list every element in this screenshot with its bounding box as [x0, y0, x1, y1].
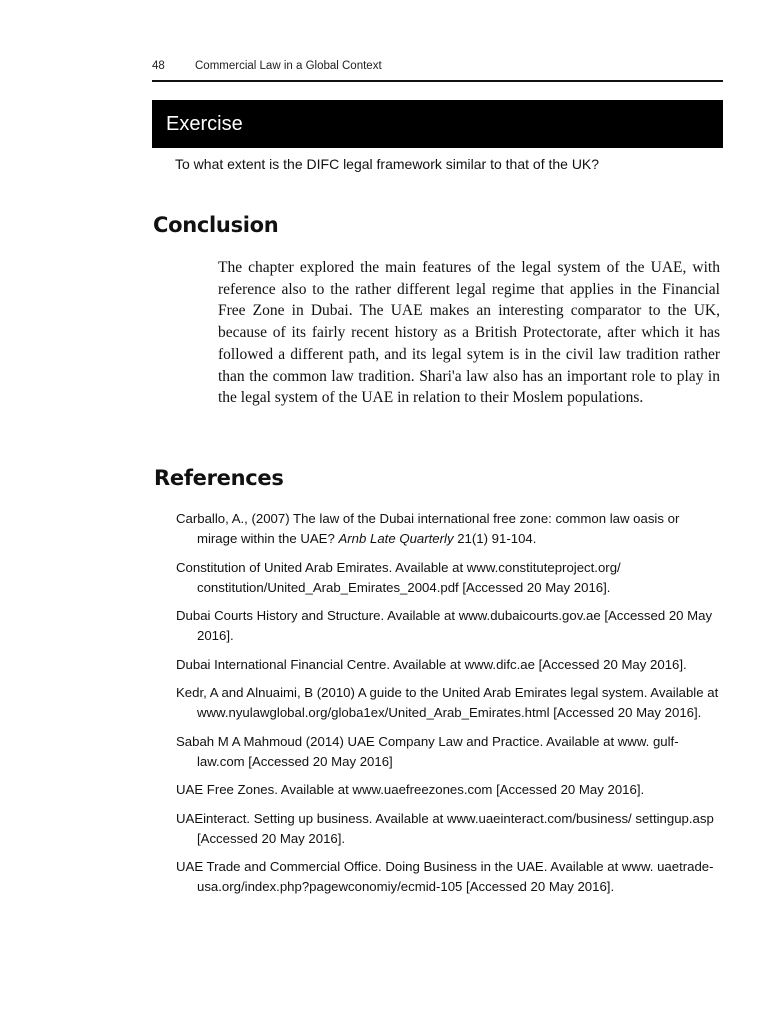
conclusion-paragraph: The chapter explored the main features of the legal system of the UAE, with reference also to the rather different legal regime that applies in the Financial Free Zone in Dubai. The UAE makes an interesting comparator to the UK, because of its fairly recent history as a British Protectorate, after which it has followed a different path, and its legal sytem is in the civil law tradition rather than the common law tradition. Shari'a law also has an important role to play in the legal system of the UAE in relation to their Moslem populations. [218, 259, 720, 407]
exercise-question: To what extent is the DIFC legal framework similar to that of the UK? [175, 156, 600, 172]
page-number: 48 [152, 60, 165, 72]
reference-item [176, 732, 721, 773]
reference-item [176, 857, 721, 898]
reference-text: Kedr, A and Alnuaimi, B (2010) A guide to the United Arab Emirates legal system. Available at www.nyulawglobal.org/globa1ex/United_Arab_Emirates.html [Accessed 20 May 2016]. [176, 685, 719, 721]
reference-text-end: 21(1) 91-104. [453, 531, 537, 547]
header-rule [152, 80, 723, 82]
exercise-banner [152, 100, 723, 148]
exercise-label: Exercise [166, 113, 243, 135]
reference-text: UAE Trade and Commercial Office. Doing Business in the UAE. Available at www. uaetrade-usa.org/index.php?pagewconomiy/ecmid-105 [Accessed 20 May 2016]. [176, 859, 714, 895]
conclusion-heading: Conclusion [153, 213, 279, 237]
reference-text: Dubai Courts History and Structure. Available at www.dubaicourts.gov.ae [Accessed 20 May 2016]. [176, 608, 713, 644]
reference-text: Sabah M A Mahmoud (2014) UAE Company Law and Practice. Available at www. gulf-law.com [Accessed 20 May 2016] [176, 733, 679, 769]
reference-item [176, 655, 721, 675]
reference-text: Constitution of United Arab Emirates. Available at www.constituteproject.org/ constitution/United_Arab_Emirates_2004.pdf [Accessed 20 May 2016]. [176, 559, 621, 595]
reference-item [176, 809, 721, 850]
references-heading: References [154, 466, 284, 490]
reference-item [176, 509, 721, 550]
reference-text: UAEinteract. Setting up business. Available at www.uaeinteract.com/business/ settingup.asp [Accessed 20 May 2016]. [176, 810, 714, 846]
reference-journal: Arnb Late Quarterly [338, 531, 454, 547]
reference-text: UAE Free Zones. Available at www.uaefreezones.com [Accessed 20 May 2016]. [176, 782, 645, 798]
reference-text: Dubai International Financial Centre. Available at www.difc.ae [Accessed 20 May 2016]. [176, 656, 687, 672]
references-list [176, 509, 721, 906]
reference-item [176, 780, 721, 800]
book-title: Commercial Law in a Global Context [195, 60, 382, 72]
reference-text: Carballo, A., (2007) The law of the Dubai international free zone: common law oasis or mirage within the UAE? [176, 511, 680, 547]
reference-item [176, 683, 721, 724]
reference-item [176, 558, 721, 599]
reference-item [176, 606, 721, 647]
